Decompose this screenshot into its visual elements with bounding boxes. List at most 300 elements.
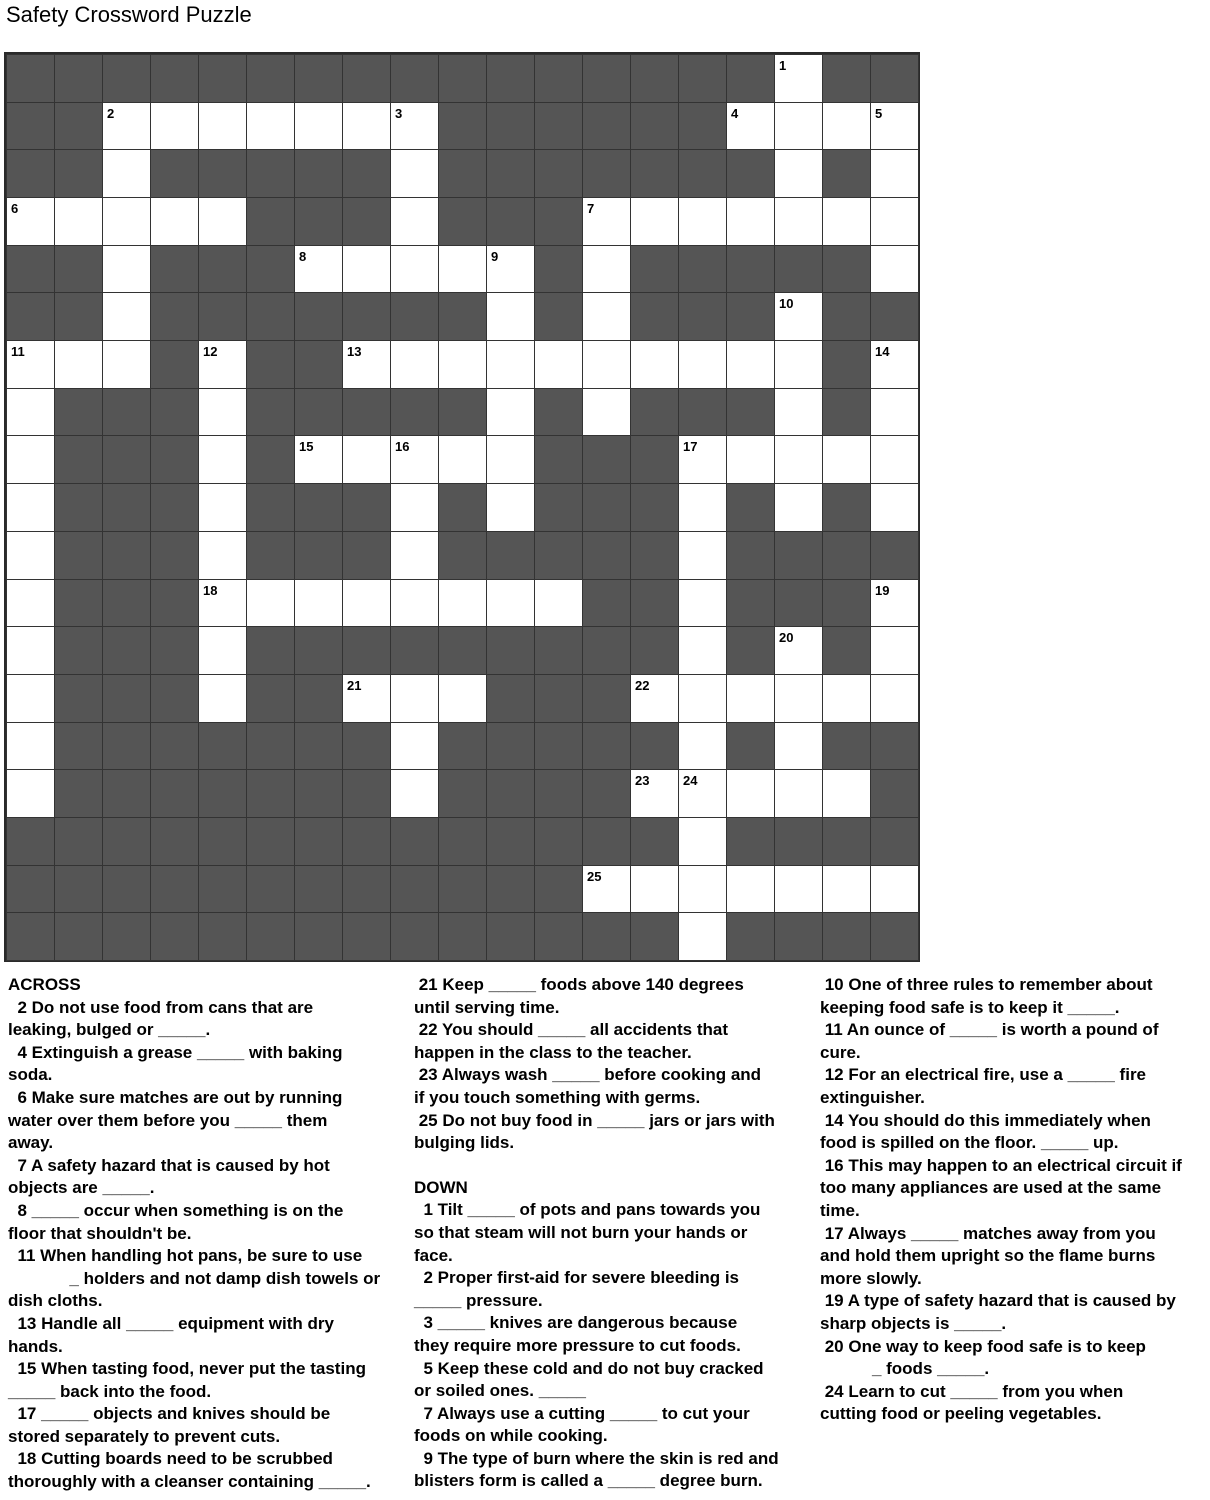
grid-cell-blocked	[678, 102, 727, 151]
clue-line: so that steam will not burn your hands or	[414, 1222, 748, 1242]
grid-cell-blocked	[198, 722, 247, 771]
grid-cell-blocked	[6, 817, 55, 866]
grid-cell-open[interactable]	[774, 626, 823, 675]
grid-cell-blocked	[342, 149, 391, 198]
clue-line: 17 Always _____ matches away from you	[820, 1223, 1156, 1243]
grid-cell-open[interactable]	[630, 769, 679, 818]
grid-cell-open[interactable]	[342, 674, 391, 723]
page-title: Safety Crossword Puzzle	[6, 2, 252, 27]
grid-cell-open[interactable]	[822, 865, 871, 914]
clue-line: keeping food safe is to keep it _____.	[820, 997, 1120, 1017]
grid-cell-open[interactable]	[198, 531, 247, 580]
grid-cell-open[interactable]	[198, 626, 247, 675]
grid-cell-open[interactable]	[54, 340, 103, 389]
grid-cell-open[interactable]	[870, 388, 919, 437]
clue-line: thoroughly with a cleanser containing _____.	[8, 1472, 371, 1492]
grid-cell-open[interactable]	[774, 197, 823, 246]
grid-cell-blocked	[726, 149, 775, 198]
grid-cell-open[interactable]	[390, 245, 439, 294]
clue-line: 11 An ounce of _____ is worth a pound of	[820, 1020, 1159, 1040]
grid-cell-open[interactable]	[870, 197, 919, 246]
grid-cell-open[interactable]	[486, 388, 535, 437]
grid-cell-blocked	[294, 912, 343, 961]
grid-cell-blocked	[726, 54, 775, 103]
clue-line: face.	[414, 1245, 453, 1265]
clue-line: 8 _____ occur when something is on the	[8, 1200, 344, 1220]
grid-cell-blocked	[102, 674, 151, 723]
grid-cell-blocked	[438, 197, 487, 246]
grid-cell-open[interactable]	[870, 626, 919, 675]
grid-cell-blocked	[6, 54, 55, 103]
grid-cell-open[interactable]	[342, 102, 391, 151]
grid-cell-blocked	[150, 579, 199, 628]
grid-cell-open[interactable]	[870, 865, 919, 914]
grid-cell-open[interactable]	[102, 292, 151, 341]
grid-cell-open[interactable]	[342, 579, 391, 628]
grid-cell-open[interactable]	[198, 388, 247, 437]
grid-cell-blocked	[390, 626, 439, 675]
grid-cell-open[interactable]	[486, 579, 535, 628]
grid-cell-open[interactable]	[102, 197, 151, 246]
grid-cell-blocked	[582, 54, 631, 103]
grid-cell-open[interactable]	[774, 292, 823, 341]
clue-line: 17 _____ objects and knives should be	[8, 1404, 331, 1424]
clue-line: cutting food or peeling vegetables.	[820, 1404, 1102, 1424]
grid-cell-blocked	[54, 149, 103, 198]
grid-cell-open[interactable]	[390, 435, 439, 484]
grid-cell-blocked	[822, 912, 871, 961]
clue-line: 22 You should _____ all accidents that	[414, 1020, 728, 1040]
grid-cell-open[interactable]	[198, 197, 247, 246]
clue-number: 9	[491, 248, 499, 264]
grid-cell-blocked	[342, 197, 391, 246]
clue-line: 6 Make sure matches are out by running	[8, 1087, 343, 1107]
grid-cell-blocked	[150, 769, 199, 818]
grid-cell-blocked	[102, 531, 151, 580]
grid-cell-blocked	[774, 245, 823, 294]
grid-cell-open[interactable]	[774, 435, 823, 484]
grid-cell-blocked	[150, 435, 199, 484]
grid-cell-blocked	[630, 531, 679, 580]
grid-cell-blocked	[582, 626, 631, 675]
clue-line: 1 Tilt _____ of pots and pans towards you	[414, 1200, 761, 1220]
grid-cell-open[interactable]	[534, 340, 583, 389]
grid-cell-open[interactable]	[774, 674, 823, 723]
grid-cell-blocked	[150, 531, 199, 580]
grid-cell-open[interactable]	[726, 340, 775, 389]
grid-cell-blocked	[294, 769, 343, 818]
grid-cell-open[interactable]	[6, 722, 55, 771]
grid-cell-open[interactable]	[294, 435, 343, 484]
grid-cell-open[interactable]	[678, 340, 727, 389]
grid-cell-blocked	[534, 769, 583, 818]
grid-cell-open[interactable]	[630, 865, 679, 914]
grid-cell-blocked	[294, 531, 343, 580]
grid-cell-open[interactable]	[6, 769, 55, 818]
grid-cell-open[interactable]	[150, 102, 199, 151]
clue-line: _ holders and not damp dish towels or	[8, 1268, 381, 1288]
grid-cell-blocked	[822, 388, 871, 437]
grid-cell-blocked	[534, 674, 583, 723]
clue-line: bulging lids.	[414, 1133, 515, 1153]
grid-cell-blocked	[486, 626, 535, 675]
grid-cell-open[interactable]	[390, 722, 439, 771]
grid-cell-open[interactable]	[678, 435, 727, 484]
grid-cell-open[interactable]	[774, 769, 823, 818]
grid-cell-open[interactable]	[438, 435, 487, 484]
grid-cell-open[interactable]	[6, 388, 55, 437]
grid-cell-blocked	[6, 149, 55, 198]
grid-cell-blocked	[198, 817, 247, 866]
grid-cell-blocked	[342, 54, 391, 103]
grid-cell-blocked	[870, 912, 919, 961]
grid-cell-blocked	[294, 340, 343, 389]
grid-cell-blocked	[102, 769, 151, 818]
grid-cell-blocked	[294, 483, 343, 532]
grid-cell-blocked	[582, 149, 631, 198]
grid-cell-open[interactable]	[390, 531, 439, 580]
grid-cell-open[interactable]	[102, 149, 151, 198]
grid-cell-blocked	[294, 722, 343, 771]
grid-cell-open[interactable]	[294, 245, 343, 294]
grid-cell-open[interactable]	[726, 674, 775, 723]
grid-cell-blocked	[102, 435, 151, 484]
grid-cell-blocked	[342, 483, 391, 532]
grid-cell-blocked	[582, 483, 631, 532]
grid-cell-open[interactable]	[6, 674, 55, 723]
grid-cell-open[interactable]	[678, 483, 727, 532]
grid-cell-open[interactable]	[438, 340, 487, 389]
grid-cell-open[interactable]	[870, 483, 919, 532]
clue-line: 16 This may happen to an electrical circuit if	[820, 1155, 1182, 1175]
grid-cell-blocked	[726, 388, 775, 437]
grid-cell-blocked	[54, 388, 103, 437]
clue-line: dish cloths.	[8, 1291, 103, 1311]
grid-cell-open[interactable]	[6, 340, 55, 389]
grid-cell-blocked	[246, 912, 295, 961]
grid-cell-blocked	[54, 912, 103, 961]
grid-cell-blocked	[582, 531, 631, 580]
grid-cell-blocked	[102, 817, 151, 866]
grid-cell-blocked	[102, 54, 151, 103]
clue-line: 20 One way to keep food safe is to keep	[820, 1336, 1146, 1356]
grid-cell-blocked	[486, 769, 535, 818]
grid-cell-open[interactable]	[774, 340, 823, 389]
grid-cell-blocked	[486, 865, 535, 914]
grid-cell-open[interactable]	[678, 626, 727, 675]
grid-cell-blocked	[246, 722, 295, 771]
grid-cell-blocked	[726, 483, 775, 532]
grid-cell-blocked	[486, 102, 535, 151]
clue-line: 5 Keep these cold and do not buy cracked	[414, 1358, 764, 1378]
clue-line: too many appliances are used at the same	[820, 1178, 1162, 1198]
grid-cell-open[interactable]	[390, 483, 439, 532]
grid-cell-blocked	[678, 149, 727, 198]
grid-cell-open[interactable]	[870, 674, 919, 723]
grid-cell-blocked	[534, 531, 583, 580]
grid-cell-open[interactable]	[390, 674, 439, 723]
clue-line: 15 When tasting food, never put the tasting	[8, 1359, 366, 1379]
grid-cell-blocked	[438, 865, 487, 914]
grid-cell-open[interactable]	[774, 865, 823, 914]
clue-number: 2	[107, 105, 115, 121]
grid-cell-blocked	[534, 865, 583, 914]
clue-line: sharp objects is _____.	[820, 1313, 1007, 1333]
grid-cell-open[interactable]	[6, 483, 55, 532]
grid-cell-open[interactable]	[54, 197, 103, 246]
grid-cell-blocked	[246, 674, 295, 723]
grid-cell-blocked	[726, 531, 775, 580]
grid-cell-blocked	[822, 340, 871, 389]
clue-number: 22	[635, 677, 650, 693]
clue-line: more slowly.	[820, 1268, 922, 1288]
grid-cell-blocked	[390, 388, 439, 437]
grid-cell-blocked	[678, 292, 727, 341]
grid-cell-open[interactable]	[678, 865, 727, 914]
clue-line: 3 _____ knives are dangerous because	[414, 1313, 738, 1333]
grid-cell-open[interactable]	[390, 340, 439, 389]
grid-cell-open[interactable]	[726, 865, 775, 914]
grid-cell-open[interactable]	[6, 435, 55, 484]
grid-cell-open[interactable]	[870, 435, 919, 484]
grid-cell-open[interactable]	[342, 245, 391, 294]
grid-cell-open[interactable]	[870, 245, 919, 294]
grid-cell-open[interactable]	[486, 292, 535, 341]
grid-cell-blocked	[342, 531, 391, 580]
grid-cell-open[interactable]	[198, 674, 247, 723]
grid-cell-open[interactable]	[6, 626, 55, 675]
grid-cell-blocked	[198, 769, 247, 818]
grid-cell-blocked	[582, 102, 631, 151]
grid-cell-open[interactable]	[294, 102, 343, 151]
grid-cell-blocked	[438, 817, 487, 866]
grid-cell-blocked	[246, 388, 295, 437]
grid-cell-open[interactable]	[438, 245, 487, 294]
grid-cell-open[interactable]	[726, 435, 775, 484]
clue-number: 18	[203, 582, 218, 598]
grid-cell-open[interactable]	[630, 674, 679, 723]
grid-cell-open[interactable]	[678, 674, 727, 723]
grid-cell-blocked	[438, 912, 487, 961]
grid-cell-open[interactable]	[486, 340, 535, 389]
grid-cell-blocked	[150, 722, 199, 771]
clue-line: 14 You should do this immediately when	[820, 1110, 1151, 1130]
grid-cell-open[interactable]	[678, 817, 727, 866]
grid-cell-blocked	[342, 292, 391, 341]
grid-cell-blocked	[630, 722, 679, 771]
grid-cell-open[interactable]	[198, 102, 247, 151]
grid-cell-blocked	[294, 292, 343, 341]
grid-cell-blocked	[534, 292, 583, 341]
grid-cell-open[interactable]	[582, 292, 631, 341]
grid-cell-blocked	[246, 149, 295, 198]
grid-cell-blocked	[102, 912, 151, 961]
grid-cell-blocked	[870, 292, 919, 341]
grid-cell-open[interactable]	[534, 579, 583, 628]
grid-cell-open[interactable]	[678, 531, 727, 580]
grid-cell-blocked	[150, 483, 199, 532]
grid-cell-open[interactable]	[822, 197, 871, 246]
grid-cell-blocked	[6, 245, 55, 294]
grid-cell-blocked	[294, 54, 343, 103]
grid-cell-open[interactable]	[822, 435, 871, 484]
grid-cell-blocked	[582, 435, 631, 484]
grid-cell-open[interactable]	[870, 340, 919, 389]
grid-cell-blocked	[486, 817, 535, 866]
grid-cell-blocked	[198, 149, 247, 198]
clue-line: away.	[8, 1133, 54, 1153]
grid-cell-open[interactable]	[342, 340, 391, 389]
grid-cell-open[interactable]	[582, 340, 631, 389]
grid-cell-open[interactable]	[198, 435, 247, 484]
grid-cell-open[interactable]	[870, 149, 919, 198]
grid-cell-open[interactable]	[102, 245, 151, 294]
grid-cell-blocked	[198, 54, 247, 103]
grid-cell-blocked	[246, 197, 295, 246]
grid-cell-blocked	[438, 483, 487, 532]
grid-cell-open[interactable]	[390, 769, 439, 818]
grid-cell-blocked	[102, 579, 151, 628]
grid-cell-open[interactable]	[390, 197, 439, 246]
grid-cell-blocked	[150, 388, 199, 437]
grid-cell-blocked	[54, 626, 103, 675]
grid-cell-blocked	[774, 912, 823, 961]
grid-cell-blocked	[726, 292, 775, 341]
grid-cell-blocked	[774, 817, 823, 866]
grid-cell-blocked	[54, 531, 103, 580]
clue-line: cure.	[820, 1042, 861, 1062]
grid-cell-blocked	[726, 817, 775, 866]
grid-cell-blocked	[822, 579, 871, 628]
grid-cell-open[interactable]	[342, 435, 391, 484]
grid-cell-open[interactable]	[678, 912, 727, 961]
grid-cell-open[interactable]	[6, 531, 55, 580]
grid-cell-open[interactable]	[390, 149, 439, 198]
grid-cell-blocked	[726, 912, 775, 961]
grid-cell-open[interactable]	[678, 722, 727, 771]
grid-cell-blocked	[582, 769, 631, 818]
clue-number: 19	[875, 582, 890, 598]
grid-cell-blocked	[630, 626, 679, 675]
grid-cell-blocked	[630, 388, 679, 437]
grid-cell-open[interactable]	[390, 102, 439, 151]
grid-cell-open[interactable]	[870, 579, 919, 628]
section-heading: DOWN	[414, 1177, 468, 1197]
grid-cell-open[interactable]	[438, 579, 487, 628]
grid-cell-open[interactable]	[150, 197, 199, 246]
clue-line: _____ pressure.	[414, 1290, 543, 1310]
grid-cell-blocked	[486, 531, 535, 580]
grid-cell-blocked	[486, 197, 535, 246]
grid-cell-blocked	[870, 817, 919, 866]
clue-line: 2 Proper first-aid for severe bleeding is	[414, 1268, 739, 1288]
grid-cell-open[interactable]	[678, 579, 727, 628]
grid-cell-open[interactable]	[246, 102, 295, 151]
clue-number: 3	[395, 105, 403, 121]
grid-cell-blocked	[438, 388, 487, 437]
grid-cell-open[interactable]	[774, 483, 823, 532]
grid-cell-open[interactable]	[438, 674, 487, 723]
grid-cell-open[interactable]	[390, 579, 439, 628]
grid-cell-blocked	[6, 292, 55, 341]
grid-cell-open[interactable]	[582, 388, 631, 437]
grid-cell-blocked	[678, 54, 727, 103]
grid-cell-open[interactable]	[102, 102, 151, 151]
clue-line: hands.	[8, 1336, 63, 1356]
grid-cell-blocked	[726, 579, 775, 628]
clue-number: 10	[779, 296, 794, 312]
clues-column-2	[414, 974, 814, 1493]
grid-cell-blocked	[726, 722, 775, 771]
clue-line: 18 Cutting boards need to be scrubbed	[8, 1449, 333, 1469]
grid-cell-open[interactable]	[822, 674, 871, 723]
grid-cell-blocked	[774, 579, 823, 628]
grid-cell-blocked	[6, 102, 55, 151]
grid-cell-open[interactable]	[774, 54, 823, 103]
grid-cell-open[interactable]	[822, 102, 871, 151]
grid-cell-open[interactable]	[726, 197, 775, 246]
grid-cell-open[interactable]	[774, 102, 823, 151]
grid-cell-open[interactable]	[486, 483, 535, 532]
grid-cell-blocked	[54, 54, 103, 103]
grid-cell-blocked	[342, 626, 391, 675]
clues-column-3	[820, 974, 1210, 1426]
clue-line: 23 Always wash _____ before cooking and	[414, 1065, 762, 1085]
grid-cell-open[interactable]	[102, 340, 151, 389]
grid-cell-blocked	[54, 483, 103, 532]
grid-cell-open[interactable]	[198, 340, 247, 389]
grid-cell-blocked	[294, 817, 343, 866]
grid-cell-open[interactable]	[294, 579, 343, 628]
clue-number: 16	[395, 439, 410, 455]
grid-cell-open[interactable]	[6, 197, 55, 246]
grid-cell-open[interactable]	[774, 722, 823, 771]
grid-cell-blocked	[54, 865, 103, 914]
grid-cell-open[interactable]	[486, 435, 535, 484]
grid-cell-open[interactable]	[774, 388, 823, 437]
grid-cell-blocked	[54, 292, 103, 341]
grid-cell-open[interactable]	[726, 769, 775, 818]
grid-cell-open[interactable]	[678, 769, 727, 818]
grid-cell-open[interactable]	[774, 149, 823, 198]
grid-cell-open[interactable]	[582, 245, 631, 294]
grid-cell-open[interactable]	[198, 483, 247, 532]
grid-cell-open[interactable]	[582, 865, 631, 914]
grid-cell-open[interactable]	[198, 579, 247, 628]
grid-cell-blocked	[534, 722, 583, 771]
clue-line: 7 Always use a cutting _____ to cut your	[414, 1403, 750, 1423]
grid-cell-open[interactable]	[726, 102, 775, 151]
grid-cell-open[interactable]	[630, 197, 679, 246]
grid-cell-blocked	[198, 865, 247, 914]
grid-cell-open[interactable]	[630, 340, 679, 389]
grid-cell-blocked	[630, 579, 679, 628]
grid-cell-open[interactable]	[246, 579, 295, 628]
grid-cell-open[interactable]	[870, 102, 919, 151]
grid-cell-blocked	[246, 54, 295, 103]
clue-line: 10 One of three rules to remember about	[820, 975, 1153, 994]
grid-cell-blocked	[54, 769, 103, 818]
grid-cell-open[interactable]	[822, 769, 871, 818]
grid-cell-open[interactable]	[582, 197, 631, 246]
grid-cell-open[interactable]	[678, 197, 727, 246]
grid-cell-blocked	[534, 197, 583, 246]
grid-cell-blocked	[534, 435, 583, 484]
grid-cell-open[interactable]	[486, 245, 535, 294]
grid-cell-blocked	[534, 54, 583, 103]
grid-cell-open[interactable]	[6, 579, 55, 628]
grid-cell-blocked	[342, 912, 391, 961]
